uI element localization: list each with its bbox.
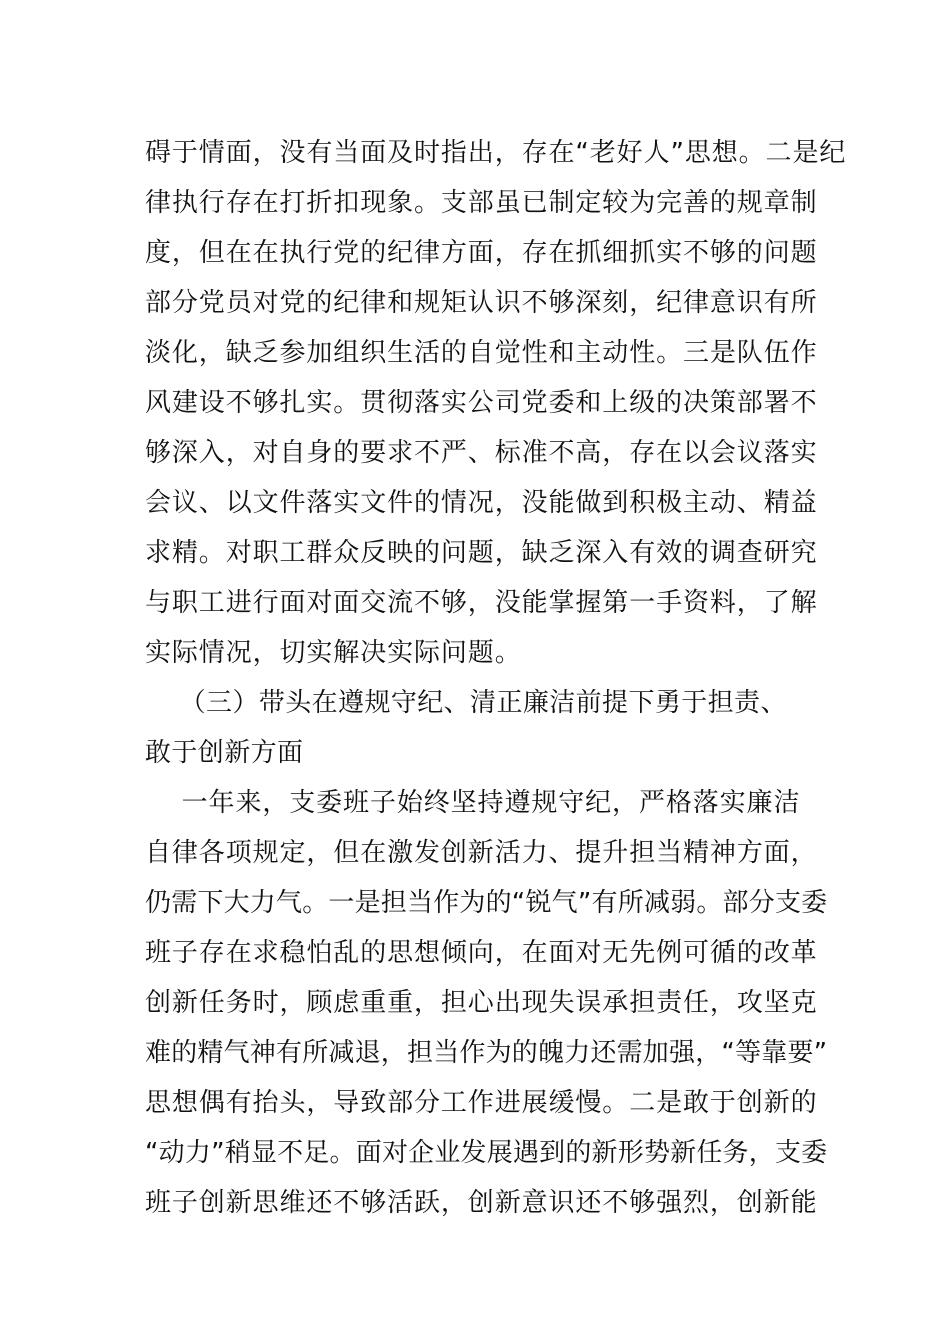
- text-line: 够深入，对自身的要求不严、标准不高，存在以会议落实: [145, 438, 818, 468]
- text-line: 淡化，缺乏参加组织生活的自觉性和主动性。三是队伍作: [145, 338, 818, 368]
- section-heading: （三）带头在遵规守纪、清正廉洁前提下勇于担责、: [145, 688, 787, 718]
- body-text: [145, 128, 847, 1228]
- text-line: 求精。对职工群众反映的问题，缺乏深入有效的调查研究: [145, 538, 818, 568]
- text-line: 会议、以文件落实文件的情况，没能做到积极主动、精益: [145, 488, 818, 518]
- text-line: 律执行存在打折扣现象。支部虽已制定较为完善的规章制: [145, 188, 818, 218]
- text-line: 与职工进行面对面交流不够，没能掌握第一手资料，了解: [145, 588, 818, 618]
- text-line: 风建设不够扎实。贯彻落实公司党委和上级的决策部署不: [145, 388, 818, 418]
- text-line: 碍于情面，没有当面及时指出，存在“老好人”思想。二是纪: [145, 138, 847, 168]
- text-line: 班子创新思维还不够活跃，创新意识还不够强烈，创新能: [145, 1188, 818, 1218]
- text-line: 部分党员对党的纪律和规矩认识不够深刻，纪律意识有所: [145, 288, 818, 318]
- text-line: 创新任务时，顾虑重重，担心出现失误承担责任，攻坚克: [145, 988, 818, 1018]
- text-line: 实际情况，切实解决实际问题。: [145, 638, 522, 668]
- text-line: 班子存在求稳怕乱的思想倾向，在面对无先例可循的改革: [145, 938, 818, 968]
- text-line: “动力”稍显不足。面对企业发展遇到的新形势新任务，支委: [145, 1138, 828, 1168]
- text-line: 仍需下大力气。一是担当作为的“锐气”有所减弱。部分支委: [145, 888, 828, 918]
- text-line: 自律各项规定，但在激发创新活力、提升担当精神方面，: [145, 838, 818, 868]
- section-heading-continued: 敢于创新方面: [145, 738, 304, 768]
- text-line: 思想偶有抬头，导致部分工作进展缓慢。二是敢于创新的: [145, 1088, 818, 1118]
- text-line: 度，但在在执行党的纪律方面，存在抓细抓实不够的问题: [145, 238, 818, 268]
- paragraph-start-line: 一年来，支委班子始终坚持遵规守纪，严格落实廉洁: [145, 788, 801, 818]
- text-line: 难的精气神有所减退，担当作为的魄力还需加强，“等靠要”: [145, 1038, 828, 1068]
